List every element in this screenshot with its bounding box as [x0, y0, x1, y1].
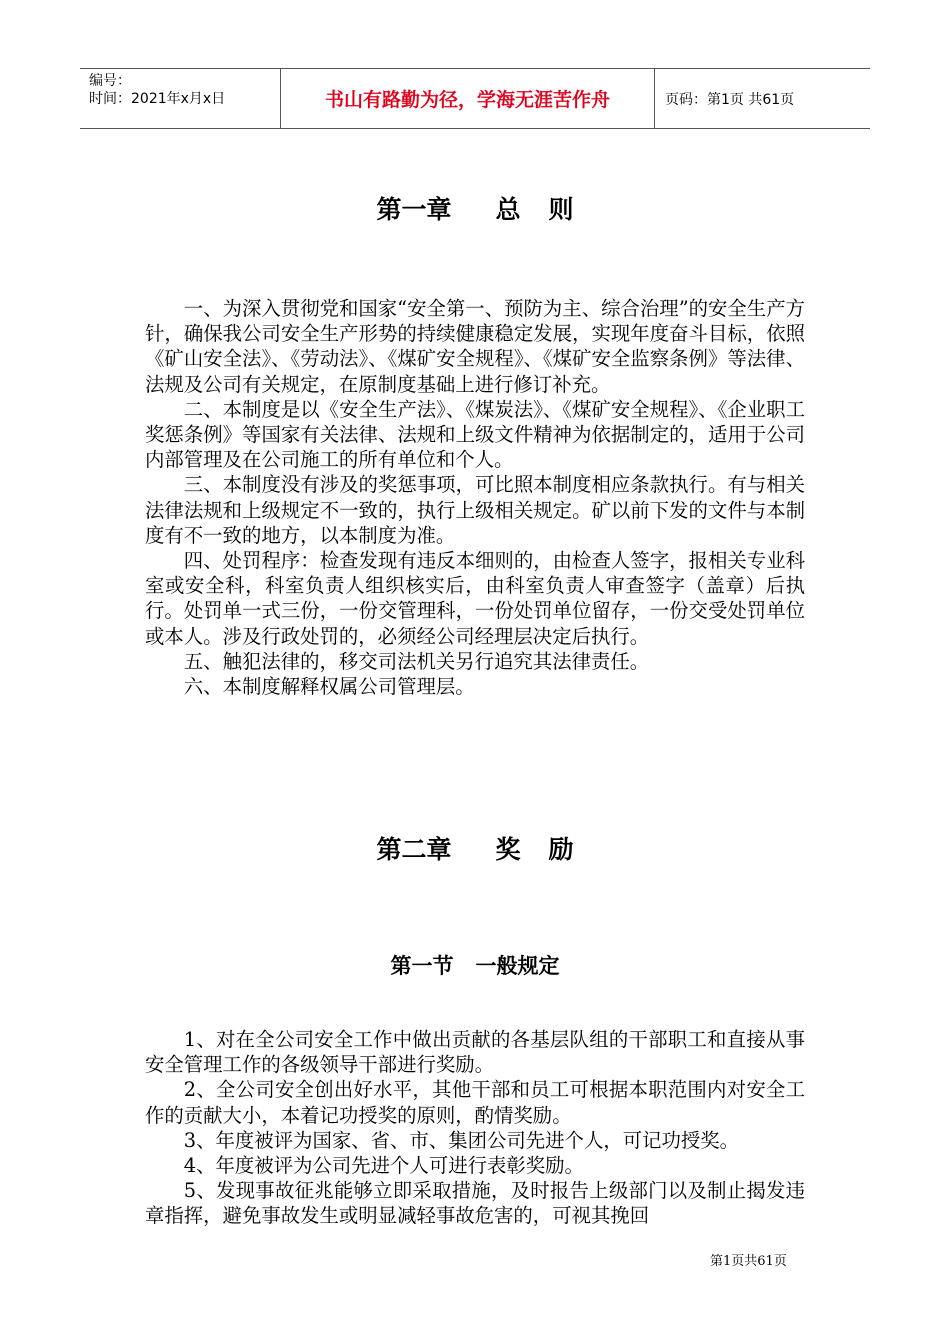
chapter-2-heading	[0, 830, 950, 866]
paragraph: 5、发现事故征兆能够立即采取措施，及时报告上级部门以及制止揭发违章指挥，避免事故发生或明显减轻事故危害的，可视其挽回	[145, 1179, 805, 1228]
paragraph: 2、全公司安全创出好水平，其他干部和员工可根据本职范围内对安全工作的贡献大小，本着记功授奖的原则，酌情奖励。	[145, 1078, 805, 1127]
paragraph: 1、对在全公司安全工作中做出贡献的各基层队组的干部职工和直接从事安全管理工作的各级领导干部进行奖励。	[145, 1028, 805, 1077]
header-page-info: 页码：第1页 共61页	[665, 91, 795, 108]
header-meta	[80, 69, 281, 128]
section-1-prefix: 第一节	[390, 954, 454, 978]
section-1-title: 一般规定	[475, 954, 560, 978]
chapter-1-heading	[0, 190, 950, 226]
page-footer: 第1页共61页	[710, 1254, 787, 1269]
doc-time-label: 时间：2021年x月x日	[89, 91, 226, 107]
paragraph: 二、本制度是以《安全生产法》、《煤炭法》、《煤矿安全规程》、《企业职工奖惩条例》等国家有关法律、法规和上级文件精神为依据制定的，适用于公司内部管理及在公司施工的所有单位和个人。	[145, 397, 805, 472]
chapter-2-prefix: 第二章	[376, 835, 452, 864]
doc-code-label: 编号：	[89, 73, 131, 89]
chapter-1-title-b: 则	[548, 195, 574, 224]
chapter-1-title-a: 总	[495, 195, 521, 224]
section-1-heading	[0, 950, 950, 980]
section-1-body	[145, 1027, 805, 1229]
page-header	[80, 68, 870, 129]
paragraph: 六、本制度解释权属公司管理层。	[183, 675, 475, 699]
chapter-2-title-a: 奖	[495, 835, 521, 864]
chapter-1-body	[145, 296, 805, 699]
header-motto: 书山有路勤为径，学海无涯苦作舟	[281, 69, 655, 128]
chapter-2-title-b: 励	[548, 835, 574, 864]
paragraph: 五、触犯法律的，移交司法机关另行追究其法律责任。	[183, 649, 650, 673]
chapter-1-prefix: 第一章	[376, 195, 452, 224]
paragraph: 三、本制度没有涉及的奖惩事项，可比照本制度相应条款执行。有与相关法律法规和上级规定不一致的，执行上级相关规定。矿以前下发的文件与本制度有不一致的地方，以本制度为准。	[145, 473, 805, 547]
paragraph: 3、年度被评为国家、省、市、集团公司先进个人，可记功授奖。	[183, 1128, 740, 1152]
paragraph: 4、年度被评为公司先进个人可进行表彰奖励。	[183, 1154, 584, 1178]
paragraph: 四、处罚程序：检查发现有违反本细则的，由检查人签字，报相关专业科室或安全科，科室负责人组织核实后，由科室负责人审查签字（盖章）后执行。处罚单一式三份，一份交管理科，一份处罚单位留存，一份交受处罚单位或本人。涉及行政处罚的，必须经公司经理层决定后执行。	[145, 549, 805, 648]
paragraph: 一、为深入贯彻党和国家“安全第一、预防为主、综合治理”的安全生产方针，确保我公司安全生产形势的持续健康稳定发展，实现年度奋斗目标，依照《矿山安全法》、《劳动法》、《煤矿安全规程》、《煤矿安全监察条例》等法律、法规及公司有关规定，在原制度基础上进行修订补充。	[145, 297, 805, 396]
